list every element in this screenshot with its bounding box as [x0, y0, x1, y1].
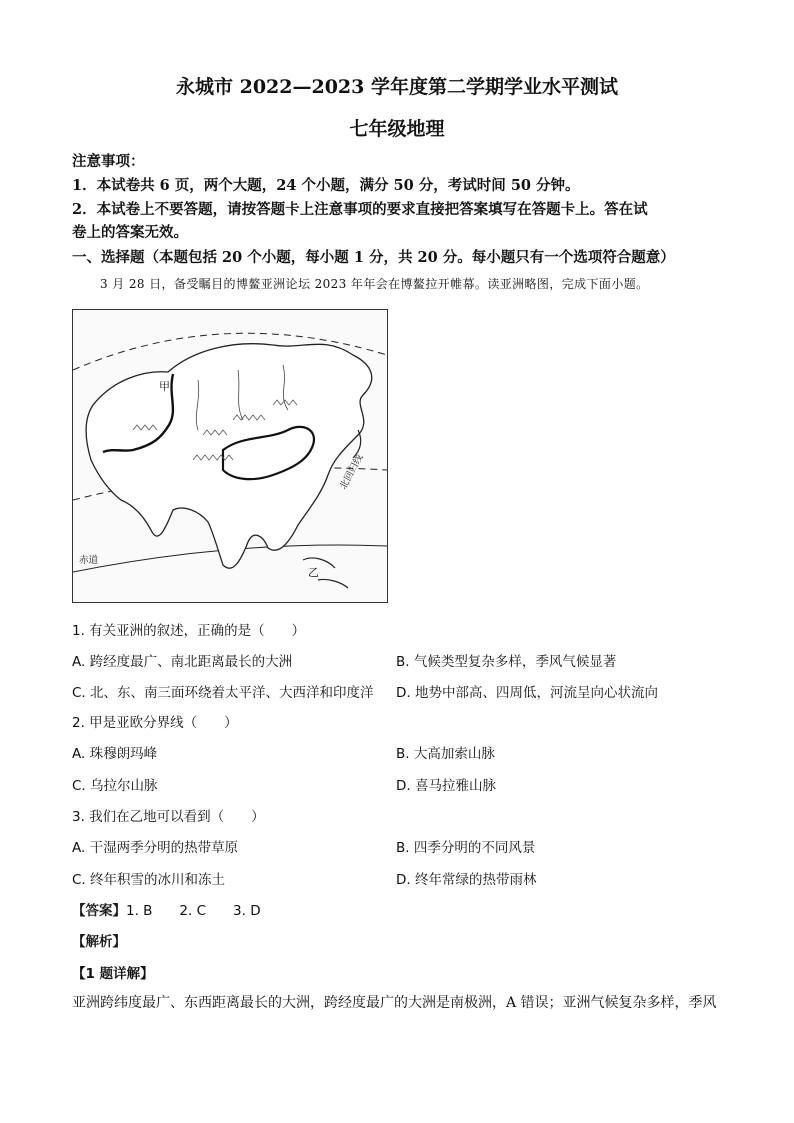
notes-item-2a: 2．本试卷上不要答题，请按答题卡上注意事项的要求直接把答案填写在答题卡上。答在试: [72, 201, 648, 218]
exam-title: 永城市 2022—2023 学年度第二学期学业水平测试: [176, 76, 618, 98]
notes-heading: 注意事项：: [72, 153, 145, 170]
label-yi: 乙: [308, 566, 319, 579]
section-intro: 3 月 28 日，备受瞩目的博鳌亚洲论坛 2023 年年会在博鳌拉开帷幕。读亚洲略图，完成下面小题。: [100, 277, 649, 291]
asia-map: [72, 309, 388, 603]
section-heading: 一、选择题（本题包括 20 个小题，每小题 1 分，共 20 分。每小题只有一个选项符合题意）: [72, 249, 675, 266]
q3-option-a: A. 干湿两季分明的热带草原: [72, 840, 239, 856]
asia-map-drawing: [73, 310, 387, 602]
analysis-detail-text: 亚洲跨纬度最广、东西距离最长的大洲，跨经度最广的大洲是南极洲，A 错误；亚洲气候复杂多样，季风: [72, 995, 717, 1011]
q3-option-b: B. 四季分明的不同风景: [396, 840, 536, 856]
q2-option-a: A. 珠穆朗玛峰: [72, 746, 158, 762]
analysis-detail-heading: 【1 题详解】: [72, 966, 154, 982]
question-3-stem: 3. 我们在乙地可以看到（ ）: [72, 809, 265, 825]
question-1-stem: 1. 有关亚洲的叙述，正确的是（ ）: [72, 623, 306, 639]
q1-option-c: C. 北、东、南三面环绕着太平洋、大西洋和印度洋: [72, 685, 374, 701]
q3-option-c: C. 终年积雪的冰川和冻土: [72, 872, 226, 888]
answer-line: [72, 899, 722, 919]
label-jia: 甲: [159, 380, 170, 393]
island-chain: [318, 579, 348, 588]
answer-tag: 【答案】: [72, 903, 126, 919]
q1-option-a: A. 跨经度最广、南北距离最长的大洲: [72, 654, 293, 670]
notes-item-1: 1．本试卷共 6 页，两个大题，24 个小题，满分 50 分，考试时间 50 分钟。: [72, 177, 580, 194]
q1-option-d: D. 地势中部高、四周低，河流呈向心状流向: [396, 685, 658, 701]
q2-option-b: B. 大高加索山脉: [396, 746, 495, 762]
analysis-tag: 【解析】: [72, 934, 126, 950]
label-equator: 赤道: [79, 555, 99, 566]
label-tropic: 北回归线: [337, 452, 366, 492]
question-2-stem: 2. 甲是亚欧分界线（ ）: [72, 715, 238, 731]
q1-option-b: B. 气候类型复杂多样，季风气候显著: [396, 654, 617, 670]
notes-item-2b: 卷上的答案无效。: [72, 224, 188, 241]
asia-outline: [86, 344, 372, 568]
q3-option-d: D. 终年常绿的热带雨林: [396, 872, 537, 888]
exam-subtitle: 七年级地理: [349, 118, 445, 140]
q2-option-d: D. 喜马拉雅山脉: [396, 778, 496, 794]
q2-option-c: C. 乌拉尔山脉: [72, 778, 158, 794]
answer-values: 1. B 2. C 3. D: [126, 903, 261, 919]
